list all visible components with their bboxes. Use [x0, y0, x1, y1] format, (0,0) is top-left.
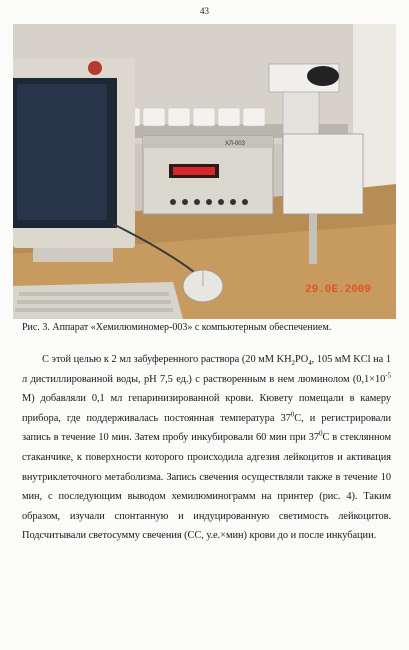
- text-run: C в стеклянном стаканчике, к поверхности которого происходила адгезия лейкоцитов и активация внутриклеточного метаболизма. Запись свечения осуществляли также в течение 10 мин, с последующим выводом хемилюминограмм на принтер (рис. 4). Таким образом, изучали спонтанную и индуцированную светимость лейкоцитов. Подсчитывали светосумму свечения (СС, у.е.×мин) крови до и после инкубации.: [22, 432, 391, 542]
- subscript: 4: [308, 359, 312, 368]
- text-run: М) добавляли 0,1 мл гепаринизированной крови. Кювету помещали в камеру прибора, где поддерживалась постоянная температура 37: [22, 393, 391, 424]
- superscript: 0: [319, 429, 323, 438]
- figure-photo: [13, 24, 396, 319]
- device-label: ХЛ-003: [225, 141, 245, 147]
- text-run: C, и регистрировали запись в течение 10 мин. Затем пробу инкубировали 60 мин при 37: [22, 412, 392, 444]
- text-run: , 105 мМ KCl на 1 л дистиллированной воды, pH 7,5 ед.) с растворенным в нем люминолом (0,1×10: [22, 354, 391, 385]
- superscript: 0: [290, 410, 295, 419]
- superscript: -5: [385, 371, 391, 380]
- body-paragraph: [22, 350, 391, 546]
- text-run: PO: [295, 354, 309, 365]
- photo-datestamp: 29.0Е.2009: [305, 284, 372, 296]
- lab-apparatus-photo: [13, 24, 396, 319]
- subscript: 2: [291, 359, 295, 368]
- text-run: С этой целью к 2 мл забуференного раствора (20 мМ KH: [42, 354, 292, 365]
- figure-caption: Рис. 3. Аппарат «Хемилюминомер-003» с компьютерным обеспечением.: [22, 322, 332, 333]
- page-number: 43: [200, 6, 209, 16]
